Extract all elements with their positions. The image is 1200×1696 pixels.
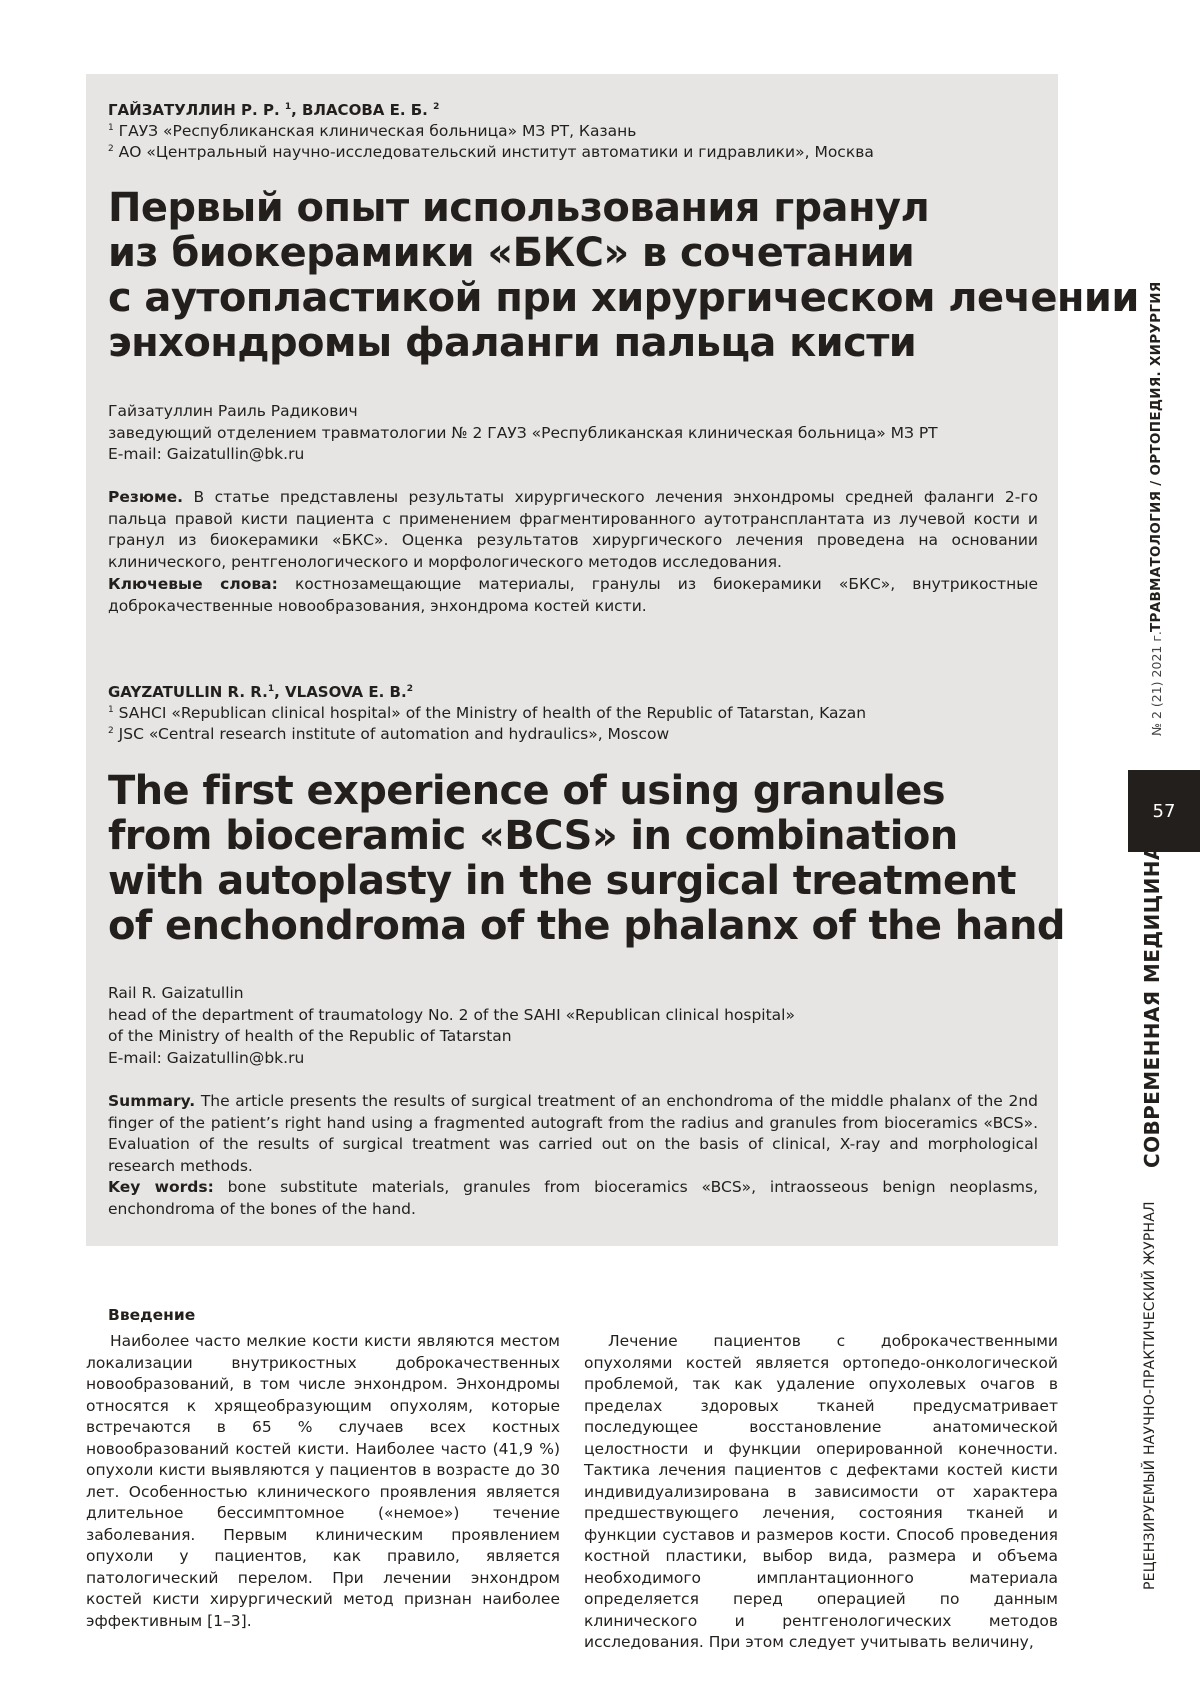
intro-paragraph-1: Наиболее часто мелкие кости кисти являются местом локализации внутрикостных доброкачественных новообразований, в том числе энхондром. Энхондромы относятся к хрящеобразующим опухолям, которые встречаются в 65 % случаев всех костных новообразований костей кисти. Наиболее часто (41,9 %) опухоли кисти выявляются у пациентов в возрасте до 30 лет. Особенностью клинического проявления является длительное бессимптомное («немое») течение заболевания. Первым клиническим проявлением опухоли у пациентов, как правило, является патологический перелом. При лечении энхондром костей кисти хирургический метод признан наиболее эффективным [1–3].	[86, 1332, 560, 1630]
en-affiliation-2	[108, 724, 1038, 745]
ru-title-line: из биокерамики «БКС» в сочетании	[108, 230, 915, 276]
ru-author-2: , ВЛАСОВА Е. Б.	[291, 101, 428, 119]
ru-keywords-text: костнозамещающие материалы, гранулы из биокерамики «БКС», внутрикостные доброкачественные новообразования, энхондрома костей кисти.	[108, 575, 1038, 615]
intro-column-1	[86, 1331, 560, 1632]
ru-authors	[108, 100, 1038, 120]
ru-affiliation-1	[108, 121, 1038, 142]
ru-aff-1-sup: 1	[108, 122, 114, 133]
en-author-1-sup: 1	[267, 684, 275, 694]
en-title-line: from bioceramic «BCS» in combination	[108, 813, 958, 859]
ru-aff-2-text: АО «Центральный научно-исследовательский институт автоматики и гидравлики», Москва	[118, 143, 874, 161]
en-title-line: The first experience of using granules	[108, 768, 946, 814]
en-keywords-text: bone substitute materials, granules from bioceramics «BCS», intraosseous benign neoplasms, enchondroma of the bones of the hand.	[108, 1178, 1038, 1218]
en-aff-2-text: JSC «Central research institute of automation and hydraulics», Moscow	[118, 725, 670, 743]
en-summary-text: The article presents the results of surgical treatment of an enchondroma of the middle phalanx of the 2nd finger of the patient’s right hand using a fragmented autograft from the radius and granules from bioceramics «BCS». Evaluation of the results of surgical treatment was carried out on the basis of clinical, X-ray and morphological research methods.	[108, 1092, 1038, 1175]
en-keywords	[108, 1177, 1038, 1220]
ru-author-2-sup: 2	[433, 102, 440, 112]
en-author-info	[108, 983, 1038, 1069]
ru-aff-2-sup: 2	[108, 143, 114, 154]
sidebar-section: ТРАВМАТОЛОГИЯ / ОРТОПЕДИЯ. ХИРУРГИЯ	[1148, 281, 1164, 632]
en-author-1: GAYZATULLIN R. R.	[108, 683, 268, 701]
en-title-line: with autoplasty in the surgical treatment	[108, 858, 1016, 904]
ru-author-1: ГАЙЗАТУЛЛИН Р. Р.	[108, 101, 280, 119]
ru-keywords	[108, 574, 1038, 617]
ru-author-info	[108, 401, 1038, 466]
en-author-name: Rail R. Gaizatullin	[108, 984, 244, 1002]
en-author-email: E-mail: Gaizatullin@bk.ru	[108, 1048, 305, 1067]
en-authors	[108, 682, 1038, 702]
en-summary-label: Summary.	[108, 1092, 196, 1110]
ru-title-line: Первый опыт использования гранул	[108, 185, 930, 231]
ru-summary-text: В статье представлены результаты хирургического лечения энхондромы средней фаланги 2-го пальца правой кисти пациента с применением фрагментированного аутотрансплантата из лучевой кости и гранул из биокерамики «БКС». Оценка результатов хирургического лечения проведена на основании клинического, рентгенологического и морфологического методов исследования.	[108, 488, 1038, 571]
intro-paragraph-2: Лечение пациентов с доброкачественными опухолями костей является ортопедо-онкологической проблемой, так как удаление опухолевых очагов в пределах здоровых тканей предусматривает последующее восстановление анатомической целостности и функции оперированной конечности. Тактика лечения пациентов с дефектами костей кисти индивидуализирована в зависимости от характера предшествующего лечения, состояния тканей и функции суставов и размеров кости. Способ проведения костной пластики, выбор вида, размера и объема необходимого имплантационного материала определяется перед операцией по данным клинического и рентгенологических методов исследования. При этом следует учитывать величину,	[584, 1332, 1058, 1651]
ru-author-1-sup: 1	[284, 102, 292, 112]
en-author-2: , VLASOVA E. B.	[274, 683, 407, 701]
en-aff-1-text: SAHCI «Republican clinical hospital» of the Ministry of health of the Republic of Tatarstan, Kazan	[118, 704, 867, 722]
en-title-line: of enchondroma of the phalanx of the hand	[108, 903, 1065, 949]
sidebar-issue: № 2 (21) 2021 г.	[1149, 631, 1164, 736]
sidebar-journal-name: СОВРЕМЕННАЯ МЕДИЦИНА	[1140, 844, 1164, 1168]
ru-author-email: E-mail: Gaizatullin@bk.ru	[108, 445, 305, 463]
en-author-position: head of the department of traumatology No. 2 of the SAHI «Republican clinical hospital»	[108, 1005, 795, 1024]
en-summary	[108, 1091, 1038, 1177]
intro-column-2	[584, 1331, 1058, 1654]
page-number: 57	[1152, 800, 1176, 822]
ru-summary	[108, 487, 1038, 573]
ru-keywords-label: Ключевые слова:	[108, 575, 278, 593]
ru-article-title	[108, 185, 1139, 366]
sidebar-journal-desc: РЕЦЕНЗИРУЕМЫЙ НАУЧНО-ПРАКТИЧЕСКИЙ ЖУРНАЛ	[1142, 1201, 1158, 1590]
en-aff-1-sup: 1	[108, 704, 114, 715]
en-aff-2-sup: 2	[108, 725, 114, 736]
en-author-2-sup: 2	[406, 684, 413, 694]
ru-affiliation-2	[108, 142, 1038, 163]
ru-title-line: энхондромы фаланги пальца кисти	[108, 320, 917, 366]
intro-heading: Введение	[108, 1306, 196, 1324]
ru-author-name: Гайзатуллин Раиль Радикович	[108, 402, 358, 420]
ru-author-position: заведующий отделением травматологии № 2 ГАУЗ «Республиканская клиническая больница» МЗ РТ	[108, 423, 938, 442]
en-keywords-label: Key words:	[108, 1178, 214, 1196]
en-affiliation-1	[108, 703, 1038, 724]
ru-aff-1-text: ГАУЗ «Республиканская клиническая больница» МЗ РТ, Казань	[118, 122, 637, 140]
page-number-tab	[1128, 770, 1200, 852]
ru-title-line: с аутопластикой при хирургическом лечении	[108, 275, 1139, 321]
en-article-title	[108, 768, 1065, 949]
en-author-position-cont: of the Ministry of health of the Republic of Tatarstan	[108, 1027, 512, 1045]
ru-summary-label: Резюме.	[108, 488, 184, 506]
